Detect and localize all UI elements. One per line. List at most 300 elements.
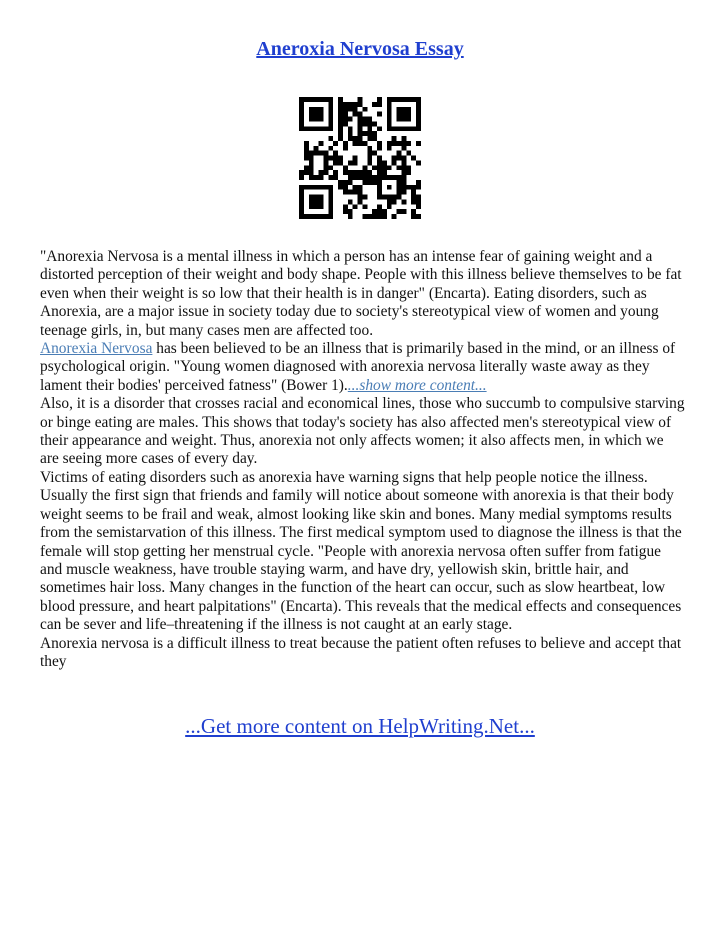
qr-module (309, 175, 314, 180)
qr-module (343, 165, 348, 170)
qr-module (411, 209, 416, 214)
qr-module (387, 121, 392, 126)
qr-module (387, 165, 392, 170)
qr-module (411, 199, 416, 204)
qr-module (358, 190, 363, 195)
qr-module (377, 170, 382, 175)
qr-module (358, 102, 363, 107)
qr-module (367, 175, 372, 180)
qr-module (362, 165, 367, 170)
qr-module (362, 175, 367, 180)
qr-module (397, 126, 402, 131)
qr-module (377, 204, 382, 209)
qr-module (338, 126, 343, 131)
qr-module (353, 141, 358, 146)
qr-module (411, 126, 416, 131)
qr-module (338, 107, 343, 112)
qr-module (397, 165, 402, 170)
qr-module (362, 195, 367, 200)
qr-module (377, 175, 382, 180)
qr-module (309, 151, 314, 156)
qr-module (367, 214, 372, 219)
qr-module (411, 190, 416, 195)
qr-module (304, 126, 309, 131)
qr-module (309, 170, 314, 175)
qr-module (343, 204, 348, 209)
qr-module (353, 102, 358, 107)
qr-module (338, 97, 343, 102)
qr-module (411, 156, 416, 161)
qr-module (314, 185, 319, 190)
qr-module (367, 151, 372, 156)
qr-module (309, 117, 314, 122)
qr-module (319, 195, 324, 200)
qr-module (401, 97, 406, 102)
get-more-content-link[interactable]: ...Get more content on HelpWriting.Net... (185, 714, 535, 738)
qr-module (377, 156, 382, 161)
qr-module (314, 107, 319, 112)
qr-module (328, 209, 333, 214)
qr-module (367, 180, 372, 185)
qr-module (416, 195, 421, 200)
qr-module (328, 156, 333, 161)
qr-module (304, 151, 309, 156)
qr-module (387, 199, 392, 204)
qr-module (353, 107, 358, 112)
qr-module (323, 160, 328, 165)
qr-module (362, 214, 367, 219)
qr-module (406, 170, 411, 175)
qr-module (323, 151, 328, 156)
qr-module (387, 126, 392, 131)
qr-module (333, 160, 338, 165)
qr-module (416, 180, 421, 185)
qr-module (328, 112, 333, 117)
qr-module (343, 102, 348, 107)
qr-module (343, 146, 348, 151)
qr-module (377, 112, 382, 117)
qr-module (382, 209, 387, 214)
qr-module (358, 131, 363, 136)
paragraph-text: Anorexia nervosa is a difficult illness to treat because the patient often refuses to believe and accept that they (40, 634, 682, 670)
qr-module (387, 195, 392, 200)
qr-module (397, 180, 402, 185)
qr-module (401, 180, 406, 185)
qr-module (392, 160, 397, 165)
qr-module (392, 97, 397, 102)
qr-module (299, 126, 304, 131)
qr-module (314, 214, 319, 219)
qr-module (362, 170, 367, 175)
qr-module (397, 156, 402, 161)
qr-module (377, 97, 382, 102)
qr-module (358, 199, 363, 204)
qr-module (397, 190, 402, 195)
qr-module (328, 102, 333, 107)
essay-paragraph (40, 395, 685, 469)
qr-module (328, 136, 333, 141)
qr-module (387, 107, 392, 112)
qr-module (299, 102, 304, 107)
qr-module (362, 107, 367, 112)
qr-module (353, 185, 358, 190)
qr-module (299, 112, 304, 117)
qr-module (406, 141, 411, 146)
qr-module (406, 112, 411, 117)
qr-module (299, 107, 304, 112)
qr-module (304, 165, 309, 170)
qr-module (377, 185, 382, 190)
qr-module (314, 146, 319, 151)
qr-module (304, 156, 309, 161)
qr-module (309, 112, 314, 117)
qr-module (319, 199, 324, 204)
paragraph-text: has been believed to be an illness that is primarily based in the mind, or an illness of psychological origin. "Young women diagnosed with anorexia nervosa literally waste away as they lament their bodies' perceived fatness" (Bower 1). (40, 340, 676, 394)
qr-module (382, 170, 387, 175)
qr-module (411, 195, 416, 200)
qr-module (309, 156, 314, 161)
qr-module (338, 112, 343, 117)
qr-module (387, 175, 392, 180)
qr-module (392, 175, 397, 180)
qr-module (406, 107, 411, 112)
qr-module (416, 160, 421, 165)
qr-module (304, 146, 309, 151)
qr-module (333, 175, 338, 180)
qr-module (348, 131, 353, 136)
qr-module (348, 175, 353, 180)
qr-module (392, 126, 397, 131)
qr-module (416, 141, 421, 146)
qr-module (377, 141, 382, 146)
qr-module (377, 190, 382, 195)
qr-module (309, 199, 314, 204)
qr-module (353, 170, 358, 175)
qr-module (397, 209, 402, 214)
qr-module (328, 190, 333, 195)
qr-module (328, 121, 333, 126)
qr-module (314, 126, 319, 131)
qr-module (362, 204, 367, 209)
qr-module (406, 185, 411, 190)
qr-module (338, 180, 343, 185)
qr-module (299, 209, 304, 214)
qr-module (309, 204, 314, 209)
qr-module (416, 204, 421, 209)
qr-module (387, 146, 392, 151)
qr-module (401, 112, 406, 117)
essay-paragraph (40, 635, 685, 672)
qr-module (382, 160, 387, 165)
qr-module (333, 170, 338, 175)
qr-module (387, 117, 392, 122)
qr-module (323, 214, 328, 219)
qr-module (392, 195, 397, 200)
qr-module (382, 214, 387, 219)
qr-module (328, 97, 333, 102)
qr-module (406, 126, 411, 131)
qr-module (401, 190, 406, 195)
qr-module (299, 175, 304, 180)
qr-module (401, 170, 406, 175)
qr-module (309, 107, 314, 112)
qr-module (343, 121, 348, 126)
qr-module (348, 107, 353, 112)
qr-module (319, 97, 324, 102)
qr-module (392, 136, 397, 141)
qr-module (309, 160, 314, 165)
qr-module (406, 97, 411, 102)
qr-module (387, 112, 392, 117)
qr-module (343, 170, 348, 175)
qr-module (401, 107, 406, 112)
qr-module (348, 209, 353, 214)
qr-module (333, 141, 338, 146)
qr-module (338, 185, 343, 190)
qr-module (348, 136, 353, 141)
qr-module (299, 97, 304, 102)
qr-module (406, 165, 411, 170)
qr-module (387, 141, 392, 146)
qr-module (319, 126, 324, 131)
qr-module (377, 160, 382, 165)
qr-module (314, 199, 319, 204)
qr-module (299, 190, 304, 195)
qr-module (353, 175, 358, 180)
qr-module (348, 190, 353, 195)
qr-module (328, 199, 333, 204)
qr-module (348, 126, 353, 131)
qr-module (348, 102, 353, 107)
qr-module (367, 156, 372, 161)
qr-module (401, 136, 406, 141)
qr-module (309, 195, 314, 200)
qr-module (304, 97, 309, 102)
paragraph-text: Also, it is a disorder that crosses racial and economical lines, those who succumb to compulsive starving or binge eating are males. This shows that today's society has also affected men's stereotypical view of their appearance and weight. Thus, anorexia not only affects women; it also affects men, in which we are seeing more cases of every day. (40, 395, 685, 468)
qr-module (353, 136, 358, 141)
qr-module (299, 199, 304, 204)
qr-module (416, 214, 421, 219)
qr-module (367, 126, 372, 131)
qr-module (372, 175, 377, 180)
page-title[interactable]: Aneroxia Nervosa Essay (256, 38, 464, 60)
qr-module (319, 170, 324, 175)
qr-module (401, 126, 406, 131)
qr-module (401, 209, 406, 214)
qr-module (338, 131, 343, 136)
paragraph-text: "Anorexia Nervosa is a mental illness in which a person has an intense fear of gaining weight and a distorted perception of their weight and body shape. People with this illness believe themselves to be fat even when their weight is so low that their health is in danger" (Encarta). Eating disorders, such as Anorexia, are a major issue in society today due to society's stereotypical view of women and young teenage girls, in, but many cases men are affected too. (40, 248, 682, 339)
qr-module (343, 141, 348, 146)
qr-module (358, 126, 363, 131)
qr-module (319, 112, 324, 117)
qr-module (343, 190, 348, 195)
qr-module (343, 117, 348, 122)
qr-module (328, 204, 333, 209)
qr-module (353, 160, 358, 165)
qr-module (392, 141, 397, 146)
qr-module (314, 117, 319, 122)
qr-module (328, 165, 333, 170)
qr-module (377, 195, 382, 200)
qr-module (372, 151, 377, 156)
qr-module (377, 165, 382, 170)
qr-module (358, 121, 363, 126)
qr-module (411, 185, 416, 190)
qr-module (299, 204, 304, 209)
qr-module (319, 214, 324, 219)
qr-module (358, 141, 363, 146)
anorexia-nervosa-link[interactable]: Anorexia Nervosa (40, 340, 153, 358)
qr-module (338, 102, 343, 107)
qr-module (323, 126, 328, 131)
qr-module (377, 209, 382, 214)
qr-module (314, 112, 319, 117)
qr-module (353, 156, 358, 161)
qr-module (397, 97, 402, 102)
essay-paragraph (40, 340, 685, 395)
qr-module (392, 156, 397, 161)
qr-module (362, 141, 367, 146)
qr-module (328, 126, 333, 131)
qr-module (314, 175, 319, 180)
qr-module (299, 117, 304, 122)
qr-module (411, 214, 416, 219)
qr-module (392, 214, 397, 219)
qr-module (328, 117, 333, 122)
qr-module (328, 214, 333, 219)
qr-module (367, 131, 372, 136)
qr-module (348, 170, 353, 175)
qr-module (397, 151, 402, 156)
qr-module (372, 102, 377, 107)
essay-paragraph (40, 469, 685, 635)
qr-module (299, 214, 304, 219)
qr-module (358, 185, 363, 190)
qr-module (362, 117, 367, 122)
qr-module (319, 151, 324, 156)
qr-module (416, 126, 421, 131)
qr-module (416, 102, 421, 107)
qr-module (314, 195, 319, 200)
qr-module (397, 112, 402, 117)
qr-module (348, 180, 353, 185)
qr-module (353, 204, 358, 209)
qr-module (319, 204, 324, 209)
show-more-link[interactable]: ...show more content... (347, 376, 487, 394)
qr-module (377, 180, 382, 185)
qr-module (397, 141, 402, 146)
qr-module (323, 185, 328, 190)
qr-module (372, 121, 377, 126)
qr-module (416, 185, 421, 190)
qr-module (397, 195, 402, 200)
qr-module (323, 97, 328, 102)
essay-body (40, 248, 685, 671)
qr-module (392, 199, 397, 204)
qr-module (299, 170, 304, 175)
qr-module (304, 141, 309, 146)
qr-module (343, 185, 348, 190)
qr-module (377, 126, 382, 131)
essay-paragraph (40, 248, 685, 340)
qr-module (397, 175, 402, 180)
qr-module (401, 199, 406, 204)
qr-module (367, 121, 372, 126)
qr-module (338, 121, 343, 126)
qr-module (323, 170, 328, 175)
qr-module (319, 175, 324, 180)
qr-module (372, 209, 377, 214)
qr-module (397, 185, 402, 190)
qr-module (362, 121, 367, 126)
qr-module (328, 195, 333, 200)
qr-module (319, 185, 324, 190)
qr-code-icon (299, 97, 421, 219)
qr-module (358, 195, 363, 200)
qr-module (299, 121, 304, 126)
qr-module (348, 117, 353, 122)
qr-module (358, 136, 363, 141)
qr-module (416, 107, 421, 112)
paragraph-text: Victims of eating disorders such as anorexia have warning signs that help people notice the illness. Usually the first sign that friends and family will notice about someone with anorexia is that their body weight seems to be frail and weak, almost looking like skin and bones. Many medial symptoms results from the semistarvation of this illness. The first medical symptom used to diagnose the illness is that the female will stop getting her menstrual cycle. "People with anorexia nervosa often suffer from fatigue and muscle weakness, have trouble staying warm, and have dry, yellowish skin, brittle hair, and sometimes hair loss. Many changes in the function of the heart can occur, such as slow heartbeat, low blood pressure, and heart palpitations" (Encarta). This reveals that the medical effects and consequences can be sever and life–threatening if the illness is not caught at an early stage. (40, 468, 682, 634)
qr-module (401, 160, 406, 165)
qr-module (372, 214, 377, 219)
qr-module (353, 112, 358, 117)
qr-module (377, 102, 382, 107)
qr-module (372, 180, 377, 185)
qr-module (299, 195, 304, 200)
qr-module (377, 214, 382, 219)
qr-module (343, 112, 348, 117)
qr-module (406, 117, 411, 122)
qr-module (314, 151, 319, 156)
qr-module (377, 146, 382, 151)
qr-module (372, 136, 377, 141)
qr-module (401, 156, 406, 161)
qr-module (309, 214, 314, 219)
qr-module (401, 185, 406, 190)
qr-module (411, 97, 416, 102)
qr-module (401, 141, 406, 146)
qr-module (353, 190, 358, 195)
qr-module (401, 146, 406, 151)
qr-module (343, 107, 348, 112)
qr-module (319, 117, 324, 122)
qr-module (387, 204, 392, 209)
qr-module (416, 97, 421, 102)
qr-module (309, 185, 314, 190)
qr-module (348, 199, 353, 204)
qr-module (406, 151, 411, 156)
qr-module (328, 185, 333, 190)
qr-module (358, 97, 363, 102)
qr-module (304, 170, 309, 175)
qr-module (299, 185, 304, 190)
qr-module (416, 121, 421, 126)
qr-module (416, 112, 421, 117)
qr-module (397, 107, 402, 112)
qr-module (387, 97, 392, 102)
qr-module (362, 180, 367, 185)
qr-module (387, 185, 392, 190)
qr-module (314, 97, 319, 102)
qr-module (323, 165, 328, 170)
qr-module (323, 156, 328, 161)
qr-module (348, 160, 353, 165)
qr-module (372, 131, 377, 136)
qr-module (328, 175, 333, 180)
qr-module (314, 204, 319, 209)
